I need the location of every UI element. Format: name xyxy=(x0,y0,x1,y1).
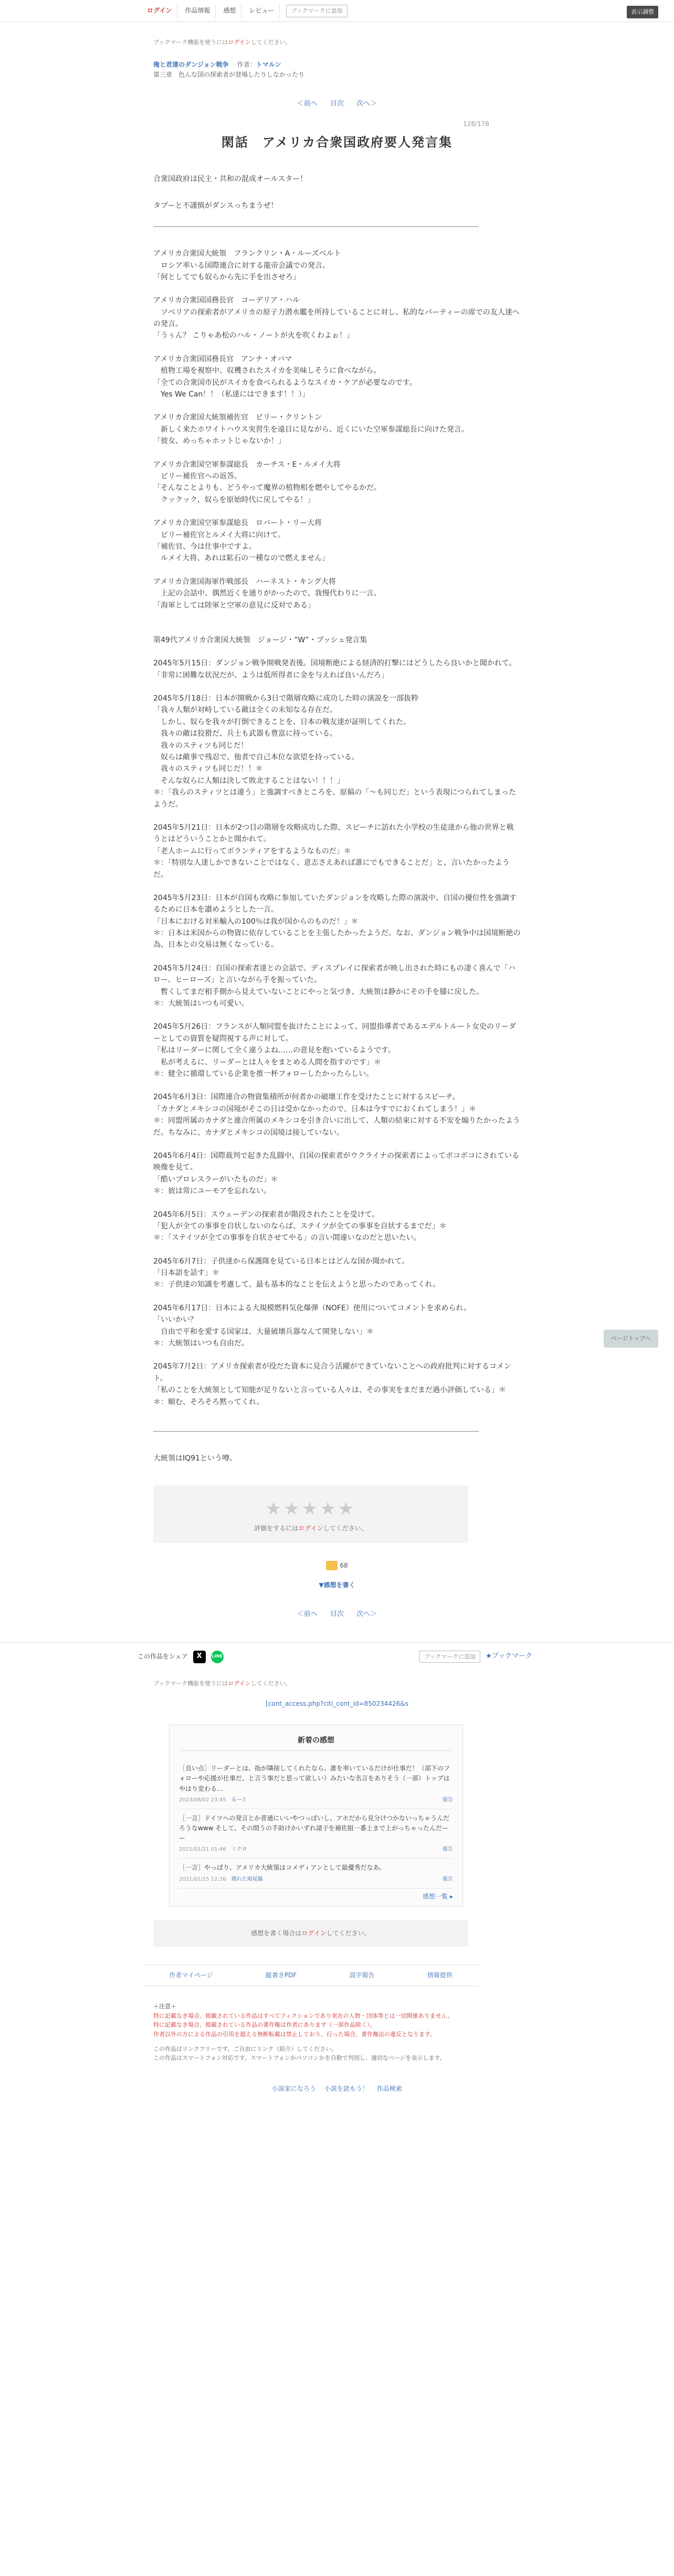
good-count: 68 xyxy=(340,1561,348,1569)
paragraph-gap xyxy=(153,283,521,295)
page-number: 128/178 xyxy=(463,120,489,128)
rating-note-pre: 評価をするには xyxy=(254,1524,299,1532)
pager-top xyxy=(153,99,521,110)
body-line: 2045年6月3日：国際連合の物資集積所が何者かの破壊工作を受けたことに対するスピーチ。 xyxy=(153,1093,460,1102)
bookmark-login-notice xyxy=(153,38,521,47)
body-line: 「カナダとメキシコの国境がそこの日は受かなかったので、日本は今すでにおくれてしまう！」＊ xyxy=(153,1104,477,1113)
impressions-title: 新着の感想 xyxy=(179,1735,453,1751)
body-line: 2045年7月2日：アメリカ探索者が役だた資本に見合う活躍ができていないことへの政府批判に対するコメント。 xyxy=(153,1362,511,1383)
add-bookmark-button[interactable]: ブックマークに追加 xyxy=(286,5,347,17)
prev-link[interactable]: ＜前へ xyxy=(297,99,318,108)
impression-user-link[interactable]: ミクロ xyxy=(231,1847,247,1853)
body-line: アメリカ合衆国大統領 フランクリン・A・ルーズベルト xyxy=(153,249,341,258)
impression-report-link[interactable]: 報告 xyxy=(443,1847,453,1853)
toc-link[interactable]: 目次 xyxy=(330,99,344,108)
impressions-list-link[interactable] xyxy=(179,1892,453,1902)
body-line: アメリカ合衆国国務長官 コーデリア・ハル xyxy=(153,296,300,305)
body-line: 2045年5月23日：日本が自国も攻略に参加していたダンジョンを攻略した際の演説中、自国の優位性を強調するために日本を讃めようとした一言。 xyxy=(153,893,517,914)
next-link[interactable]: 次へ＞ xyxy=(356,99,377,108)
paragraph-gap xyxy=(153,623,521,634)
body-line: 「彼女、めっちゃホットじゃないか！」 xyxy=(153,437,286,446)
body-line: ロシア率いる国際連合に対する龍帝会議での発言。 xyxy=(153,261,330,270)
next-link-bottom[interactable]: 次へ＞ xyxy=(356,1610,377,1619)
body-line: 2045年6月17日：日本による大規模燃料気化爆弾（NOFE）使用についてコメントを求められ。 xyxy=(153,1303,471,1312)
notice-text: ブックマーク機能を使うには xyxy=(153,39,228,46)
bottom-link[interactable]: 小説家になろう xyxy=(271,2084,316,2092)
paragraph-gap xyxy=(153,646,521,658)
impression-user-link[interactable]: るーと xyxy=(231,1797,247,1803)
series-title-link[interactable]: 俺と君達のダンジョン戦争 xyxy=(153,60,229,68)
preface-line: 合衆国政府は民主・共和の混成オールスター！ xyxy=(153,175,308,184)
body-line: Yes We Can！！（私達にはできます！！）」 xyxy=(153,390,310,399)
body-line: 2045年6月7日：子供達から保護隊を見ている日本とはどんな国か聞かれて。 xyxy=(153,1257,409,1266)
body-line: 「海軍としては陸軍と空軍の意見に反対である」 xyxy=(153,601,315,610)
impressions-link[interactable]: 感想 xyxy=(218,4,241,18)
impression-text: ［一言］ドイツへの発言とか普通にいいやつっぽいし、アホだから見分けつかないっちゃうんだろうなwww そして、その間うの手助けかいずれ諸子を補佐組一番上まで上がっちゃったんだーー xyxy=(179,1814,450,1842)
body-line: 私が考えるに、リーダーとは人々をまとめる人間を指すのです」＊ xyxy=(153,1058,381,1067)
body-line: アメリカ合衆国国務長官 アンナ・オバマ xyxy=(153,354,292,363)
login-link[interactable]: ログイン xyxy=(142,4,177,18)
caution-grey-lines xyxy=(153,2045,479,2063)
paragraph-gap xyxy=(153,1009,521,1021)
impression-date-user xyxy=(179,1796,247,1805)
line-share-icon[interactable]: LINE xyxy=(211,1651,224,1663)
rating-stars[interactable]: ★★★★★ xyxy=(265,1498,356,1520)
impression-date: 2023/08/02 23:45 xyxy=(179,1797,226,1803)
impression-text: ［一言］やっぱり、アメリカ大統領はコメディアンとして最優秀だなあ。 xyxy=(179,1864,386,1872)
paragraph-gap xyxy=(153,881,521,892)
caution-grey-line: この作品はスマートフォン対応です。スマートフォンかパソコンかを自動で判別し、適切なページを表示します。 xyxy=(153,2054,446,2062)
footer-link[interactable]: 作者マイページ xyxy=(169,1971,213,1979)
preface-divider xyxy=(153,226,479,227)
body-line: 上記の会話中、偶然近くを通りがかったので、我慢代わりに一言。 xyxy=(153,589,381,598)
chapter-title: 第三章 色んな国の探索者が登場したりしなかったり xyxy=(153,70,305,78)
paragraph-gap xyxy=(153,447,521,459)
body-line: ＊：日本は米国からの物資に依存していることを主張したかったようだ。なお、ダンジョン戦争中は国境断絶の為、日本との交易は無くなっている。 xyxy=(153,929,521,950)
paragraph-gap xyxy=(153,1197,521,1209)
impression-item xyxy=(179,1759,453,1809)
write-impression-link[interactable] xyxy=(153,1580,521,1590)
rating-note-post: してください。 xyxy=(323,1524,367,1532)
write-box-login-link[interactable]: ログイン xyxy=(301,1929,327,1937)
episode-title: 閑話 アメリカ合衆国政府要人発言集 xyxy=(221,134,453,150)
body-line: アメリカ合衆国海軍作戦部長 ハーネスト・キング大将 xyxy=(153,577,336,586)
notice-text-post: してください。 xyxy=(250,39,291,46)
paragraph-gap xyxy=(153,1244,521,1256)
write-impression-text[interactable]: ▼感想を書く xyxy=(319,1581,355,1589)
body-line: そんな奴らに人類は決して敗北することはない！！！」 xyxy=(153,776,344,785)
lower-container xyxy=(153,1679,521,2115)
body-line: アメリカ合衆国空軍参謀総長 ロバート・リー大将 xyxy=(153,519,322,528)
paragraph-gap xyxy=(153,1080,521,1091)
bookmark-text: ブックマーク xyxy=(491,1652,532,1661)
body-line: ＊：順む、そろそろ黙ってくれ。 xyxy=(153,1397,264,1406)
preface-line: タブーと不謹慎がダンスっちまうぜ！ xyxy=(153,201,278,210)
body-line: 「老人ホームに行ってボランティアをするようなものだ」＊ xyxy=(153,847,351,856)
paragraph-gap xyxy=(153,565,521,576)
body-line: 2045年5月18日：日本が開戦から3日で階層攻略に成功した時の演説を一部抜粋 xyxy=(153,694,419,703)
main-container xyxy=(153,38,651,1620)
caution-grey-line: この作品はリンクフリーです。ご自由にリンク（紹介）してください。 xyxy=(153,2045,338,2052)
body-line: 「日本語を話す」＊ xyxy=(153,1269,219,1278)
impression-text: ［良い点］リーダーとは、指が隣接してくれたなら、誰を率いているだけが仕事だ！（部下のフォローや応援が仕事だ、と言う事だと思って欲しい）みたいな名言をありそう（一部）トップはやはり変わる… xyxy=(179,1765,450,1792)
toc-link-bottom[interactable]: 目次 xyxy=(330,1610,344,1619)
body-line: 「非常に困難な状況だが、ようは低所得者に金を与えれば良いんだろ」 xyxy=(153,671,388,680)
body-line: 「私はリーダーに関して全く違うよね……の意見を抱いているようです。 xyxy=(153,1046,395,1055)
rating-note xyxy=(153,1524,468,1534)
body-line: 「補佐官、今は仕事中ですよ。 xyxy=(153,542,256,551)
body-line: 植物工場を視察中、収穫されたスイカを美味しそうに食べながら。 xyxy=(153,367,381,376)
caution-line: 特に記載なき場合、掲載されている作品の著作権は作者にあります（一部作品除く）。 xyxy=(153,2021,376,2029)
impression-meta xyxy=(179,1796,453,1805)
body-line: アメリカ合衆国大統領補佐官 ビリー・クリントン xyxy=(153,413,322,422)
body-line: 2045年5月26日：フランスが人類同盟を抜けたことによって、同盟指導者であるエデルトルート女史のリーダーとしての資質を疑問視する声に対して。 xyxy=(153,1023,516,1043)
body-line: ＊：同盟所属のカナダと連合所属のメキシコを引き合いに出して、人類の結束に対する不安を煽りたかったようだ。ちなみに、カナダとメキシコの国境は接していない。 xyxy=(153,1117,520,1137)
body-line: 自由で平和を愛する国家は、大量破壊兵器なんて開発しない」＊ xyxy=(153,1327,374,1336)
paragraph-gap xyxy=(153,1349,521,1361)
share-bar xyxy=(0,1642,674,1671)
body-line: 奴らは敵事で残忍で、他者で自己本位な欲望を持っている。 xyxy=(153,753,359,762)
impressions-list-text[interactable]: 感想一覧 ▸ xyxy=(423,1892,453,1900)
write-box-post: してください。 xyxy=(326,1929,371,1937)
good-button[interactable] xyxy=(153,1561,521,1571)
impression-report-link[interactable]: 報告 xyxy=(443,1876,453,1882)
paragraph-gap xyxy=(153,342,521,353)
rating-box xyxy=(153,1485,468,1543)
impression-date-user xyxy=(179,1845,247,1854)
impressions-list xyxy=(179,1759,453,1888)
paragraph-gap xyxy=(153,951,521,963)
body-line: 第49代アメリカ合衆国大統領 ジョージ・”W”・ブッシュ発言集 xyxy=(153,635,367,644)
body-line: ＊：大統領はいつも可愛い。 xyxy=(153,999,249,1008)
caution-title: ＋注意＋ xyxy=(153,2003,176,2010)
body-line: 「全ての合衆国市民がスイカを食べられるようなスイカ・ケアが必要なのです。 xyxy=(153,378,417,387)
impression-item xyxy=(179,1859,453,1888)
series-header xyxy=(153,60,521,70)
paragraph-gap xyxy=(153,1139,521,1150)
body-line: 新しく来たホワイトハウス実習生を遠目に見ながら、近くにいた空軍参謀総長に向けた発言。 xyxy=(153,425,469,434)
add-bookmark-button-bottom[interactable]: ブックマークに追加 xyxy=(419,1651,480,1663)
rating-login-link[interactable]: ログイン xyxy=(298,1524,323,1532)
impression-date: 2021/01/15 12:26 xyxy=(179,1876,226,1882)
impression-report-link[interactable]: 報告 xyxy=(443,1797,453,1803)
footer-links xyxy=(143,1965,479,1986)
author-link[interactable]: トマルン xyxy=(256,60,281,68)
body-line: 2045年6月4日：国際裁判で起きた乱闘中、自国の探索者がウクライナの探索者によってボコボコにされている映像を見て。 xyxy=(153,1151,520,1172)
page-top-button[interactable]: ページトップへ xyxy=(604,1330,658,1348)
body-line: 「うぅん？ こりゃあ松のハル・ノートが火を吹くわよぉ！」 xyxy=(153,331,354,340)
body-line: 「酷いプロレスラーがいたものだ」＊ xyxy=(153,1175,278,1184)
afterword-divider xyxy=(153,1431,479,1432)
body-line: 2045年5月24日：自国の探索者達との会話で。ディスプレイに探索者が映し出された時にもの凄く喜んで「ハロー、ヒーローズ」と言いながら手を振っていた。 xyxy=(153,964,515,985)
write-impression-box xyxy=(153,1920,468,1947)
body-line: ＊：「特別な人達しかできないことではなく、意志さえあれば誰にでもできることだ」と、言いたかったようだ。 xyxy=(153,859,510,879)
caution-line: 特に記載なき場合、掲載されている作品はすべてフィクションであり実在の人物・団体等とは一切関係ありません。 xyxy=(153,2012,454,2019)
body-line: 「我々人類が対峙している敵は全くの未知なる存在だ。 xyxy=(153,706,337,715)
prev-link-bottom[interactable]: ＜前へ xyxy=(297,1610,318,1619)
body-line: 2045年5月15日：ダンジョン戦争開戦発表後。国境断絶による経済的打撃にはどうしたら良いかと聞かれて。 xyxy=(153,659,517,668)
body-line: ＊：健全に循環している企業を推一杯フォローしたかったらしい。 xyxy=(153,1070,374,1078)
body-line: クックック、奴らを原始時代に戻してやる！」 xyxy=(153,495,315,504)
reviews-link[interactable]: レビュー xyxy=(244,4,280,18)
paragraph-gap xyxy=(153,400,521,412)
body-line: ビリー補佐官とルメイ大将に向けて。 xyxy=(153,530,286,539)
body-line: しかし、奴らを我々が打倒できることを、日本の戦友達が証明してくれた。 xyxy=(153,717,410,726)
preface xyxy=(153,173,521,212)
body-line: ＊：「我らのスティツとは違う」と強調すべきところを、原稿の「〜も同じだ」という表現につられてしまったようだ。 xyxy=(153,788,517,809)
impression-date: 2021/01/21 01:46 xyxy=(179,1847,226,1853)
body-line: 我々の敵は狡猾だ、兵士も武器も豊富に持っている。 xyxy=(153,729,337,738)
footer-link[interactable]: 縦書きPDF xyxy=(265,1971,297,1979)
top-bar xyxy=(0,0,674,22)
body-line: 「そんなことよりも、どうやって魔界の植物相を燃やしてやるかだ。 xyxy=(153,484,381,493)
caution-line: 作者以外の方による作品の引用を超える無断転載は禁止しており、行った場合、著作権法の違反となります。 xyxy=(153,2030,436,2038)
works-info-link[interactable]: 作品情報 xyxy=(180,4,216,18)
broken-image-link[interactable]: [cont_access.php?citi_cont_id=850234426&s xyxy=(266,1699,408,1707)
write-box-pre: 感想を書く場合は xyxy=(251,1929,302,1937)
caution-lines xyxy=(153,2011,479,2039)
body-line: 2045年5月21日：日本が2つ目の階層を攻略成功した際、スピーチに訪れた小学校の生徒達から他の世界と戦うとはどういうことかと聞かれて。 xyxy=(153,823,514,844)
impression-meta xyxy=(179,1875,453,1884)
impression-meta xyxy=(179,1845,453,1854)
body-line: ルメイ大将、あれは鉱石の一種なので燃えません」 xyxy=(153,554,330,563)
impression-item xyxy=(179,1809,453,1859)
share-bookmark-area xyxy=(419,1651,532,1663)
afterword: 大統領はIQ91という噂。 xyxy=(153,1454,237,1463)
bottom-links xyxy=(153,2084,521,2115)
body-line: 「日本における対米輸入の100％は我が国からのものだ！」＊ xyxy=(153,917,359,926)
display-settings-button[interactable]: 表示調整 xyxy=(627,6,658,18)
bottom-link[interactable]: 作品検索 xyxy=(377,2084,403,2092)
paragraph-gap xyxy=(153,611,521,623)
paragraph-gap xyxy=(153,810,521,822)
body-line: 「何としてでも奴らから先に手を出させろ」 xyxy=(153,273,300,281)
notice-login-link[interactable]: ログイン xyxy=(228,39,251,46)
thumbs-up-icon xyxy=(326,1561,338,1570)
body-line: ＊：大統領はいつも自由だ。 xyxy=(153,1339,249,1348)
body-line: ビリー補佐官への返答。 xyxy=(153,472,241,481)
new-impressions-box xyxy=(169,1725,463,1906)
body-line: 「私のことを大統領として知能が足りないと言っている人々は、その事実をまだまだ過小評価している」＊ xyxy=(153,1386,506,1395)
author-label: 作者： xyxy=(237,60,256,68)
body-line: 我々のスティツも同じだ！！＊ xyxy=(153,765,263,774)
bookmark-link[interactable]: ★ブックマーク xyxy=(486,1652,532,1661)
impression-user-link[interactable]: 壊れた鳩尾鍋 xyxy=(231,1876,263,1882)
notice2-login-link[interactable]: ログイン xyxy=(228,1680,251,1687)
body-line: 我々のスティツも同じだ！ xyxy=(153,741,248,750)
pager-bottom xyxy=(153,1609,521,1620)
footer-link[interactable]: 誤字報告 xyxy=(349,1971,375,1979)
paragraph-gap xyxy=(153,1291,521,1302)
episode-body xyxy=(153,248,521,1408)
notice2-text-post: してください。 xyxy=(250,1680,291,1687)
body-line: ソベリアの探索者がアメリカの原子力潜水艦を所持していることに対し、私的なパーティーの席での友人達への発言。 xyxy=(153,308,520,329)
body-line: 「いいかい？ xyxy=(153,1316,197,1324)
bookmark-login-notice-2 xyxy=(153,1679,521,1688)
body-line: ＊：子供達の知識を考慮して、最も基本的なことを伝えようと思ったのであってくれ。 xyxy=(153,1280,440,1289)
notice2-text: ブックマーク機能を使うには xyxy=(153,1680,228,1687)
top-bar-inner xyxy=(142,0,499,22)
body-line: アメリカ合衆国空軍参謀総長 カーチス・E・ルメイ大将 xyxy=(153,460,341,469)
body-line: ＊：彼は常にユーモアを忘れない。 xyxy=(153,1187,271,1196)
share-label: この作品をシェア xyxy=(138,1653,188,1661)
impression-date-user xyxy=(179,1875,263,1884)
caution-notice xyxy=(153,2002,479,2063)
body-line: 暫くしてまだ相手側から見えていないことにやっと気づき、大統領は静かにその手を膝に戻した。 xyxy=(153,987,484,996)
body-line: ＊：「ステイツが全ての事事を自状させてやる」の言い間違いなのだと思いたい。 xyxy=(153,1234,421,1243)
footer-link[interactable]: 情報提供 xyxy=(427,1971,452,1979)
x-share-icon[interactable]: X xyxy=(193,1651,206,1663)
body-line: 2045年6月5日：スウェーデンの探索者が階段されたことを受けて。 xyxy=(153,1210,380,1219)
paragraph-gap xyxy=(153,506,521,517)
bottom-link[interactable]: 小説を読もう！ xyxy=(324,2084,368,2092)
body-line: 「犯人が全ての事事を自状しないのならば、ステイツが全ての事事を自状するまでだ」＊ xyxy=(153,1222,447,1230)
paragraph-gap xyxy=(153,681,521,693)
